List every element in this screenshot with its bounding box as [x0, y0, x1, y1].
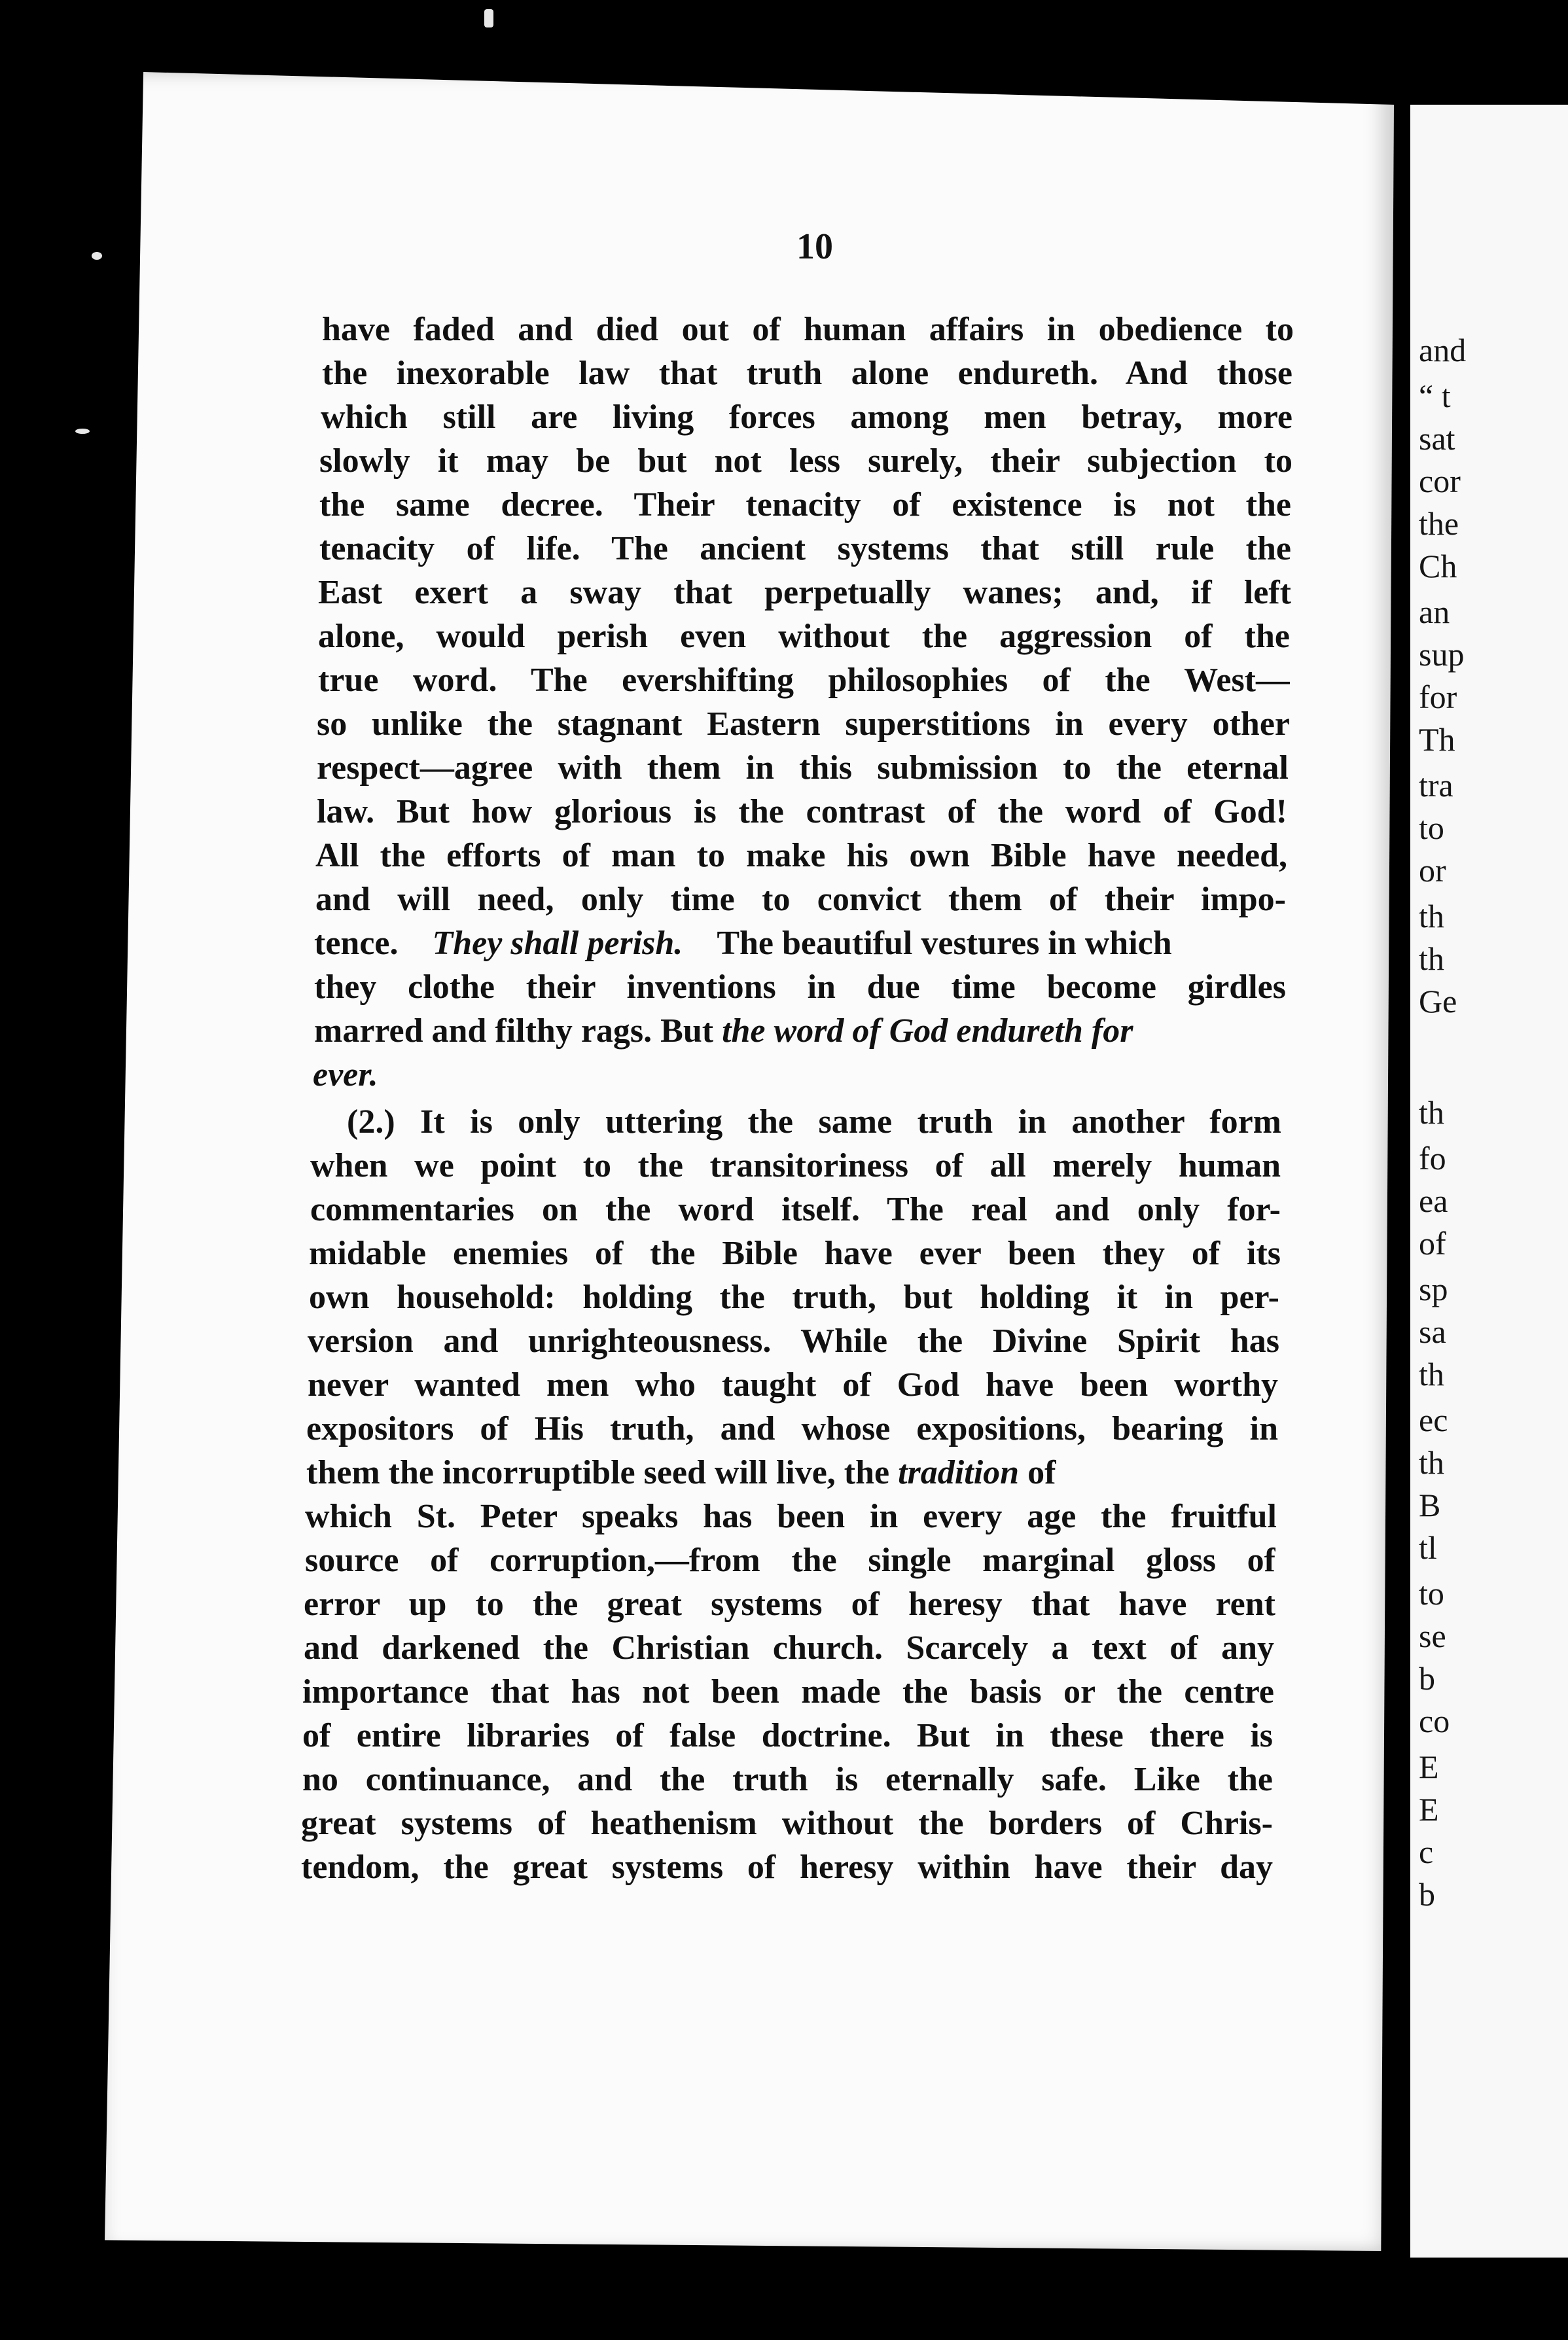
- text-line: (2.) It is only uttering the same truth in another form: [347, 1103, 1281, 1141]
- facing-page-line: b: [1419, 1660, 1435, 1697]
- text-line: which St. Peter speaks has been in every age the fruitful: [305, 1498, 1277, 1535]
- facing-page-line: fo: [1419, 1140, 1446, 1177]
- page-number: 10: [796, 226, 833, 267]
- text-line: no continuance, and the truth is eternally safe. Like the: [302, 1761, 1273, 1798]
- facing-page-line: b: [1419, 1876, 1435, 1913]
- facing-page-line: B: [1419, 1487, 1441, 1523]
- scan-speck: [484, 9, 493, 27]
- facing-page-line: tra: [1419, 767, 1453, 804]
- text-line: so unlike the stagnant Eastern superstitions in every other: [317, 705, 1290, 743]
- text-line: never wanted men who taught of God have been worthy: [308, 1366, 1278, 1404]
- text-line: version and unrighteousness. While the Divine Spirit has: [308, 1322, 1279, 1360]
- text-line: tence. They shall perish. The beautiful vestures in which: [314, 925, 1172, 962]
- text-line: respect—agree with them in this submission to the eternal: [317, 749, 1289, 787]
- text-line: have faded and died out of human affairs in obedience to: [322, 311, 1294, 348]
- facing-page-line: th: [1419, 1094, 1444, 1131]
- facing-page-line: ea: [1419, 1182, 1448, 1219]
- facing-page-line: c: [1419, 1834, 1434, 1870]
- text-line: when we point to the transitoriness of all merely human: [310, 1147, 1281, 1184]
- text-line: alone, would perish even without the aggression of the: [318, 618, 1290, 655]
- text-line: the inexorable law that truth alone endureth. And those: [322, 355, 1292, 392]
- facing-page-line: tl: [1419, 1529, 1437, 1566]
- facing-page-line: “ t: [1419, 378, 1451, 414]
- facing-page-line: Ge: [1419, 983, 1457, 1019]
- text-line: them the incorruptible seed will live, the tradition of: [306, 1454, 1056, 1491]
- facing-page-line: an: [1419, 594, 1450, 630]
- facing-page-line: th: [1419, 940, 1444, 977]
- text-line: importance that has not been made the basis or the centre: [302, 1673, 1274, 1711]
- facing-page-line: and: [1419, 332, 1467, 368]
- text-line: and darkened the Christian church. Scarcely a text of any: [304, 1629, 1274, 1667]
- text-line: great systems of heathenism without the borders of Chris-: [301, 1805, 1273, 1842]
- facing-page-line: for: [1419, 679, 1457, 715]
- facing-page-line: sp: [1419, 1271, 1448, 1307]
- scan-speck: [75, 429, 90, 434]
- facing-page-line: se: [1419, 1618, 1446, 1654]
- facing-page-line: sup: [1419, 636, 1465, 673]
- facing-page-line: to: [1419, 1575, 1444, 1612]
- text-line: marred and filthy rags. But the word of God endureth for: [314, 1012, 1133, 1050]
- facing-page-line: of: [1419, 1225, 1446, 1262]
- facing-page-line: E: [1419, 1748, 1439, 1785]
- facing-page-line: th: [1419, 1444, 1444, 1481]
- text-line: East exert a sway that perpetually wanes; and, if left: [318, 574, 1291, 611]
- facing-page-line: cor: [1419, 463, 1461, 499]
- facing-page-line: co: [1419, 1703, 1450, 1739]
- text-line: slowly it may be but not less surely, their subjection to: [319, 442, 1292, 480]
- text-line: true word. The evershifting philosophies of the West—: [318, 662, 1290, 699]
- text-line: they clothe their inventions in due time become girdles: [314, 968, 1286, 1006]
- text-line: tenacity of life. The ancient systems that still rule the: [319, 530, 1291, 567]
- text-line: of entire libraries of false doctrine. But in these there is: [302, 1717, 1273, 1754]
- text-line: All the efforts of man to make his own Bible have needed,: [315, 837, 1287, 874]
- text-line: law. But how glorious is the contrast of the word of God!: [317, 793, 1287, 830]
- text-line: commentaries on the word itself. The real and only for-: [310, 1191, 1281, 1228]
- text-line: error up to the great systems of heresy that have rent: [304, 1586, 1275, 1623]
- facing-page-line: th: [1419, 898, 1444, 934]
- text-line: which still are living forces among men betray, more: [321, 399, 1292, 436]
- text-line: tendom, the great systems of heresy within have their day: [301, 1849, 1273, 1886]
- facing-page-line: sat: [1419, 420, 1455, 457]
- text-line: ever.: [313, 1056, 378, 1093]
- text-line: source of corruption,—from the single marginal gloss of: [305, 1542, 1275, 1579]
- scan-speck: [92, 252, 102, 260]
- text-line: the same decree. Their tenacity of existence is not the: [319, 486, 1291, 523]
- text-line: midable enemies of the Bible have ever been they of its: [309, 1235, 1281, 1272]
- facing-page-line: or: [1419, 852, 1446, 889]
- facing-page-line: the: [1419, 505, 1459, 542]
- facing-page-line: to: [1419, 809, 1444, 846]
- facing-page-line: ec: [1419, 1402, 1448, 1438]
- facing-page-line: Th: [1419, 721, 1455, 758]
- text-line: and will need, only time to convict them of their impo-: [315, 881, 1286, 918]
- facing-page-line: th: [1419, 1356, 1444, 1392]
- facing-page-line: E: [1419, 1791, 1439, 1828]
- facing-page-line: Ch: [1419, 548, 1457, 584]
- facing-page-line: sa: [1419, 1313, 1446, 1350]
- text-line: own household: holding the truth, but holding it in per-: [309, 1279, 1279, 1316]
- text-line: expositors of His truth, and whose expositions, bearing in: [306, 1410, 1278, 1447]
